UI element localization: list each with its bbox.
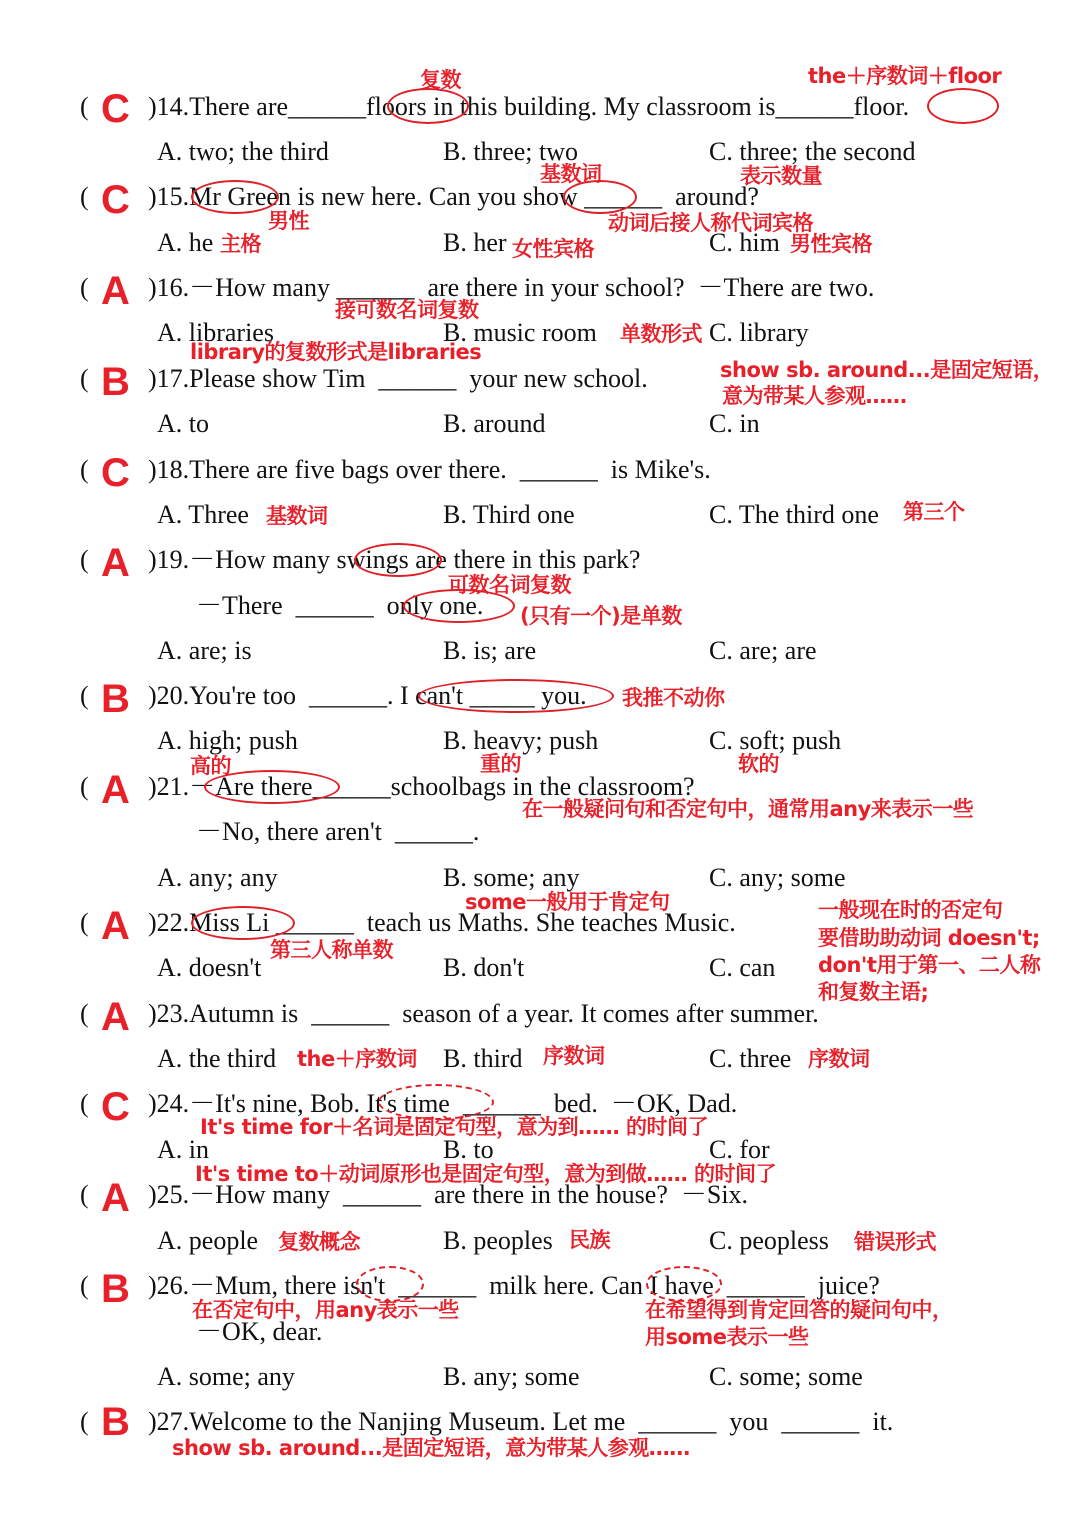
highlight-circle (204, 770, 340, 804)
annotation: 用some表示一些 (645, 1325, 809, 1349)
annotation: It's time for＋名词是固定句型，意为到…… 的时间了 (200, 1115, 708, 1139)
open-paren: ( (80, 545, 89, 574)
annotation: (只有一个)是单数 (520, 604, 682, 628)
highlight-circle (387, 88, 469, 124)
q24-option-c: C. for (709, 1135, 770, 1164)
q26-option-a: A. some; any (157, 1362, 295, 1391)
highlight-circle (646, 1266, 722, 1302)
q22-option-b: B. don't (443, 953, 525, 982)
open-paren: ( (80, 681, 89, 710)
open-paren: ( (80, 1089, 89, 1118)
open-paren: ( (80, 92, 89, 121)
annotation: 接可数名词复数 (335, 298, 479, 322)
annotation: 单数形式 (620, 322, 702, 346)
highlight-circle (403, 589, 515, 623)
annotation: 重的 (480, 752, 521, 776)
q22-option-c: C. can (709, 953, 776, 982)
question-21-reply: －No, there aren't ______. (196, 817, 480, 846)
question-27-stem: )27.Welcome to the Nanjing Museum. Let me ______ you ______ it. (148, 1407, 894, 1436)
q23-option-a: A. the third (157, 1044, 277, 1073)
annotation: 第三人称单数 (270, 938, 393, 962)
answer-26: B (101, 1267, 130, 1311)
answer-18: C (101, 451, 130, 495)
q16-option-c: C. library (709, 318, 809, 347)
question-16-stem: )16.－How many ______ are there in your school? －There are two. (148, 273, 875, 302)
q23-option-c: C. three (709, 1044, 792, 1073)
question-14-stem: )14.There are______floors in this building. My classroom is______floor. (148, 92, 910, 121)
open-paren: ( (80, 182, 89, 211)
answer-23: A (101, 995, 130, 1039)
annotation: 我推不动你 (622, 686, 725, 710)
q20-option-c: C. soft; push (709, 726, 842, 755)
annotation: 要借助助动词 doesn't; (818, 926, 1040, 950)
q14-option-a: A. two; the third (157, 137, 329, 166)
annotation: don't用于第一、二人称 (818, 953, 1041, 977)
question-23-stem: )23.Autumn is ______ season of a year. It comes after summer. (148, 999, 819, 1028)
q14-option-b: B. three; two (443, 137, 579, 166)
open-paren: ( (80, 772, 89, 801)
answer-14: C (101, 87, 130, 131)
annotation: 民族 (569, 1228, 610, 1252)
q25-option-a: A. people (157, 1226, 259, 1255)
q21-option-a: A. any; any (157, 863, 278, 892)
question-24-stem: )24.－It's nine, Bob. It's time ______ bed. －OK, Dad. (148, 1089, 738, 1118)
question-19-reply: －There ______ only one. (196, 591, 484, 620)
question-25-stem: )25.－How many ______ are there in the house? －Six. (148, 1180, 749, 1209)
q19-option-c: C. are; are (709, 636, 817, 665)
answer-15: C (101, 178, 130, 222)
q20-option-a: A. high; push (157, 726, 298, 755)
annotation: 错误形式 (854, 1230, 936, 1254)
annotation: 表示数量 (740, 164, 822, 188)
annotation: It's time to＋动词原形也是固定句型，意为到做…… 的时间了 (195, 1162, 777, 1186)
q18-option-b: B. Third one (443, 500, 575, 529)
question-26-stem: )26.－Mum, there isn't ______ milk here. Can I have ______ juice? (148, 1271, 880, 1300)
open-paren: ( (80, 1271, 89, 1300)
annotation: show sb. around...是固定短语，意为带某人参观…… (172, 1436, 690, 1460)
q25-option-c: C. peopless (709, 1226, 829, 1255)
q26-option-c: C. some; some (709, 1362, 863, 1391)
question-15-stem: )15.Mr Green is new here. Can you show ______ around? (148, 182, 759, 211)
q15-option-a: A. he (157, 228, 214, 257)
annotation: some一般用于肯定句 (465, 890, 670, 914)
q17-option-b: B. around (443, 409, 546, 438)
q15-option-c: C. him (709, 228, 780, 257)
annotation: 在否定句中，用any表示一些 (192, 1298, 459, 1322)
annotation: 复数概念 (278, 1230, 360, 1254)
open-paren: ( (80, 455, 89, 484)
annotation: the＋序数词 (297, 1047, 417, 1071)
annotation: 高的 (190, 754, 231, 778)
annotation: 在希望得到肯定回答的疑问句中， (645, 1298, 953, 1322)
annotation: 复数 (420, 68, 461, 92)
q24-option-b: B. to (443, 1135, 494, 1164)
answer-20: B (101, 677, 130, 721)
question-22-stem: )22.Miss Li ______ teach us Maths. She teaches Music. (148, 908, 736, 937)
answer-25: A (101, 1176, 130, 1220)
open-paren: ( (80, 999, 89, 1028)
q25-option-b: B. peoples (443, 1226, 553, 1255)
q22-option-a: A. doesn't (157, 953, 262, 982)
open-paren: ( (80, 1407, 89, 1436)
highlight-circle (191, 906, 295, 940)
open-paren: ( (80, 364, 89, 393)
q17-option-c: C. in (709, 409, 760, 438)
q14-option-c: C. three; the second (709, 137, 916, 166)
annotation: 在一般疑问句和否定句中，通常用any来表示一些 (522, 797, 974, 821)
question-20-stem: )20.You're too ______. I can't _____ you. (148, 681, 587, 710)
q20-option-b: B. heavy; push (443, 726, 599, 755)
answer-21: A (101, 768, 130, 812)
highlight-circle (378, 1084, 494, 1120)
annotation: 男性宾格 (790, 232, 872, 256)
answer-16: A (101, 269, 130, 313)
highlight-circle (354, 543, 442, 577)
q17-option-a: A. to (157, 409, 209, 438)
answer-22: A (101, 904, 130, 948)
open-paren: ( (80, 273, 89, 302)
question-17-stem: )17.Please show Tim ______ your new school. (148, 364, 648, 393)
q19-option-a: A. are; is (157, 636, 252, 665)
annotation: 可数名词复数 (448, 573, 571, 597)
annotation: show sb. around...是固定短语， (720, 358, 1054, 382)
question-19-stem: )19.－How many swings are there in this park? (148, 545, 641, 574)
annotation: 基数词 (266, 504, 328, 528)
q16-option-a: A. libraries (157, 318, 274, 347)
annotation: 主格 (220, 232, 261, 256)
q24-option-a: A. in (157, 1135, 209, 1164)
annotation: library的复数形式是libraries (190, 340, 482, 364)
annotation: 意为带某人参观…… (722, 384, 907, 408)
annotation: 动词后接人称代词宾格 (608, 211, 813, 235)
annotation: the＋序数词＋floor (808, 64, 1002, 88)
annotation: 序数词 (808, 1047, 870, 1071)
q21-option-b: B. some; any (443, 863, 580, 892)
question-21-stem: )21.－Are there______schoolbags in the classroom? (148, 772, 695, 801)
annotation: 基数词 (540, 162, 602, 186)
annotation: 一般现在时的否定句 (818, 898, 1003, 922)
answer-17: B (101, 360, 130, 404)
q21-option-c: C. any; some (709, 863, 846, 892)
highlight-circle (418, 679, 614, 713)
answer-19: A (101, 541, 130, 585)
q19-option-b: B. is; are (443, 636, 537, 665)
highlight-circle (191, 180, 279, 214)
highlight-circle (563, 180, 637, 214)
annotation: 序数词 (543, 1044, 605, 1068)
q23-option-b: B. third (443, 1044, 523, 1073)
annotation: 和复数主语; (818, 980, 929, 1004)
open-paren: ( (80, 908, 89, 937)
answer-27: B (101, 1400, 130, 1444)
q18-option-c: C. The third one (709, 500, 879, 529)
answer-24: C (101, 1085, 130, 1129)
q18-option-a: A. Three (157, 500, 249, 529)
annotation: 女性宾格 (512, 237, 594, 261)
annotation: 软的 (738, 752, 779, 776)
q15-option-b: B. her (443, 228, 507, 257)
annotation: 第三个 (903, 500, 965, 524)
q26-option-b: B. any; some (443, 1362, 580, 1391)
question-18-stem: )18.There are five bags over there. ______ is Mike's. (148, 455, 711, 484)
q16-option-b: B. music room (443, 318, 597, 347)
highlight-circle (927, 88, 999, 124)
highlight-circle (356, 1266, 424, 1302)
annotation: 男性 (268, 209, 309, 233)
open-paren: ( (80, 1180, 89, 1209)
question-26-reply: －OK, dear. (196, 1317, 323, 1346)
